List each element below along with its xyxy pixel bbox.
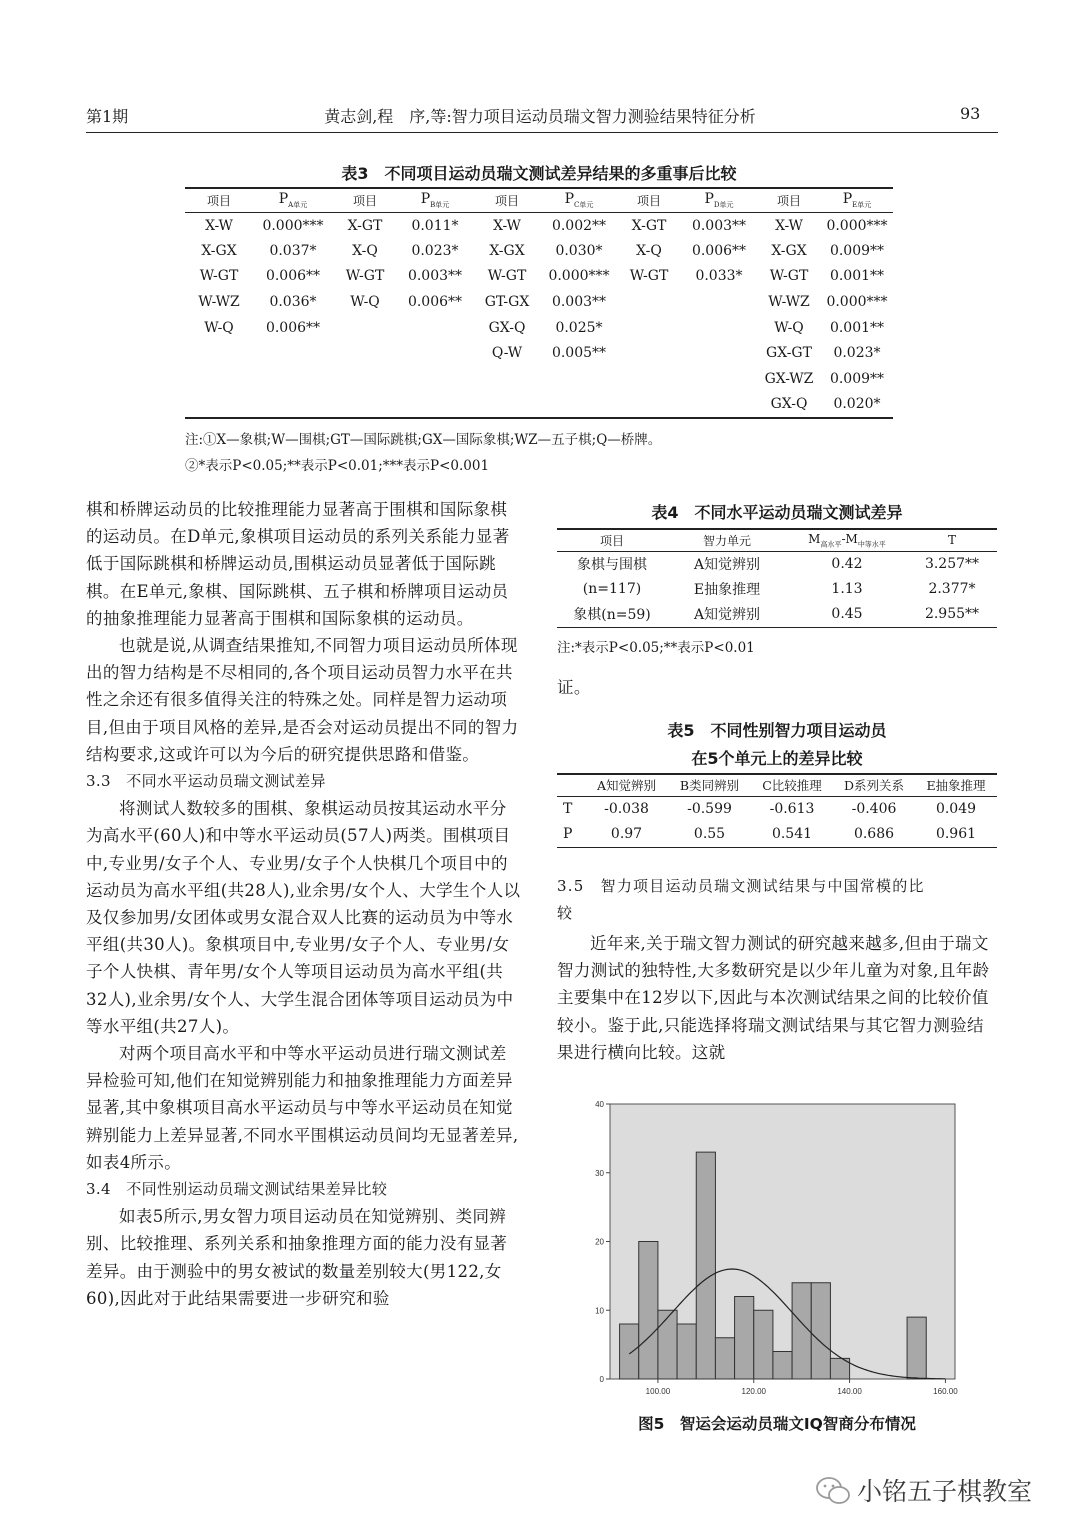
section-heading-3-5-line-2: 较	[557, 904, 573, 922]
table4	[557, 528, 997, 628]
section-heading-3-4: 3.4 不同性别运动员瑞文测试结果差异比较	[86, 1180, 388, 1199]
y-tick-label: 10	[595, 1306, 604, 1316]
table3-header-row	[185, 189, 893, 213]
table3-cell: W-GT	[629, 268, 669, 285]
table3-cell: W-Q	[350, 294, 380, 311]
table3-cell: X-W	[775, 217, 803, 234]
table3-cell: X-GX	[489, 242, 525, 259]
x-tick-label: 140.00	[837, 1387, 862, 1396]
table3-cell	[397, 392, 473, 418]
histogram-bar	[811, 1283, 830, 1379]
table3-row	[185, 340, 893, 366]
table3	[185, 187, 893, 419]
table4-cell: E抽象推理	[693, 582, 761, 598]
table3-cell	[185, 392, 253, 418]
table5-cell: T	[563, 801, 573, 818]
table3-cell: 0.000***	[826, 217, 888, 234]
table3-cell	[185, 366, 253, 392]
table3-cell: GX-GT	[766, 345, 812, 362]
table3-cell: GX-WZ	[764, 370, 814, 387]
paragraph: 将测试人数较多的围棋、象棋运动员按其运动水平分为高水平(60人)和中等水平运动员(57人)两类。围棋项目中,专业男/女子个人、专业男/女子个人快棋几个项目中的运动员为高水平组(共28人),业余男/女个人、大学生个人以及仅参加男/女团体或男女混合双人比赛的运动员为中等水平组(共30人)。象棋项目中,专业男/女子个人、专业男/女子个人快棋、青年男/女个人等项目运动员为高水平组(共32人),业余男/女个人、大学生混合团体等项目运动员为中等水平组(共27人)。	[86, 799, 521, 1036]
table3-cell	[333, 392, 397, 418]
table5-cell: 0.541	[771, 826, 813, 842]
table3-cell: 0.005**	[551, 345, 607, 362]
running-title: 黄志剑,程 序,等:智力项目运动员瑞文智力测验结果特征分析	[324, 107, 756, 126]
table3-header: 项目	[636, 193, 661, 208]
table4-row	[557, 577, 997, 602]
table3-cell: GX-Q	[488, 319, 526, 336]
table3-cell: W-WZ	[768, 294, 810, 311]
figure5-caption: 图5 智运会运动员瑞文IQ智商分布情况	[638, 1415, 916, 1433]
table3-cell: 0.023*	[833, 345, 881, 362]
table3-cell	[253, 392, 333, 418]
histogram-bar	[754, 1310, 773, 1379]
table3-header: 项目	[352, 193, 377, 208]
table3-cell	[397, 315, 473, 341]
y-tick-label: 0	[599, 1375, 604, 1384]
continuation-text: 证。	[557, 678, 591, 697]
table5-title-line-2: 在5个单元上的差异比较	[691, 749, 863, 768]
table3-cell	[333, 315, 397, 341]
table3-cell	[473, 392, 541, 418]
table4-cell: 3.257**	[924, 556, 980, 573]
table4-row	[557, 602, 997, 627]
table3-row	[185, 213, 893, 239]
table3-title: 表3 不同项目运动员瑞文测试差异结果的多重事后比较	[341, 164, 737, 183]
table3-cell: Q-W	[491, 345, 523, 362]
table3-cell	[253, 340, 333, 366]
table4-cell: 2.377*	[928, 581, 976, 597]
table5-grid	[557, 775, 997, 847]
table5-header	[557, 775, 585, 797]
table3-cell	[473, 366, 541, 392]
table5-cell: 0.55	[693, 826, 726, 842]
table3-note-2: ②*表示P<0.05;**表示P<0.01;***表示P<0.001	[185, 458, 490, 474]
table3-cell: 0.036*	[269, 294, 317, 311]
table5-row	[557, 822, 997, 847]
table3-cell: 0.020*	[833, 396, 881, 413]
table5	[557, 773, 997, 848]
table3-cell: X-W	[205, 217, 233, 234]
table3-header: 项目	[206, 193, 231, 208]
table4-note: 注:*表示P<0.05;**表示P<0.01	[557, 640, 755, 656]
right-column	[557, 930, 997, 1066]
header-rule	[86, 132, 998, 133]
watermark-text: 小铭五子棋教室	[857, 1477, 1033, 1506]
table3-cell: X-GT	[631, 217, 667, 234]
table3-header: $P_{B单元}$	[420, 190, 450, 209]
x-tick-label: 160.00	[933, 1387, 958, 1396]
table4-cell: 0.42	[831, 556, 863, 573]
table3-cell: 0.006**	[265, 268, 321, 285]
table3-grid	[185, 189, 893, 418]
table3-row	[185, 392, 893, 418]
paragraph: 如表5所示,男女智力项目运动员在知觉辨别、类同辨别、比较推理、系列关系和抽象推理方面的能力没有显著差异。由于测验中的男女被试的数量差别较大(男122,女60),因此对于此结果需要进一步研究和验	[86, 1207, 508, 1308]
y-tick-label: 40	[595, 1100, 604, 1109]
table3-cell	[541, 392, 617, 418]
table3-cell: 0.033*	[695, 268, 743, 285]
histogram-bar	[620, 1324, 639, 1379]
table4-cell: 1.13	[831, 581, 863, 597]
table3-cell: GT-GX	[484, 294, 530, 311]
table3-cell: 0.000***	[262, 217, 324, 234]
table3-bottom-rule	[185, 417, 893, 419]
table4-header: 智力单元	[702, 533, 751, 548]
table5-cell: -0.406	[851, 801, 897, 818]
table3-cell: X-GT	[347, 217, 383, 234]
table5-title-line-1: 表5 不同性别智力项目运动员	[667, 721, 887, 740]
section-heading-3-3: 3.3 不同水平运动员瑞文测试差异	[86, 772, 326, 791]
table3-cell	[681, 289, 757, 315]
table3-cell: 0.011*	[411, 217, 459, 234]
table3-note-1: 注:①X—象棋;W—围棋;GT—国际跳棋;GX—国际象棋;WZ—五子棋;Q—桥牌。	[185, 432, 662, 448]
histogram-bar	[639, 1242, 658, 1380]
table3-cell: 0.001**	[829, 319, 885, 336]
table4-cell: 0.45	[831, 606, 863, 622]
left-column	[86, 496, 523, 1312]
table4-header: $M_{高水平}-M_{中等水平}$	[808, 531, 886, 548]
table3-cell: X-GX	[771, 242, 807, 259]
table3-cell: W-GT	[769, 268, 809, 285]
table3-cell: X-Q	[636, 242, 662, 259]
table3-cell: 0.030*	[555, 242, 603, 259]
table5-header: E抽象推理	[926, 778, 986, 794]
table3-cell: 0.003**	[691, 217, 747, 234]
table5-header: C比较推理	[762, 778, 822, 794]
table4-cell: 象棋(n=59)	[573, 607, 651, 623]
paragraph: 对两个项目高水平和中等水平运动员进行瑞文测试差异检验可知,他们在知觉辨别能力和抽象推理能力方面差异显著,其中象棋项目高水平运动员与中等水平运动员在知觉辨别能力上差异显著,不同水平围棋运动员间均无显著差异,如表4所示。	[86, 1044, 519, 1172]
table4-cell: A知觉辨别	[693, 607, 761, 623]
table3-row	[185, 264, 893, 290]
table5-bottom-rule	[557, 847, 997, 849]
paragraph: 棋和桥牌运动员的比较推理能力显著高于围棋和国际象棋的运动员。在D单元,象棋项目运动员的系列关系能力显著低于国际跳棋和桥牌运动员,围棋运动员显著低于国际跳棋。在E单元,象棋、国际跳棋、五子棋和桥牌项目运动员的抽象推理能力显著高于围棋和国际象棋的运动员。	[86, 500, 510, 628]
table5-header: D系列关系	[843, 778, 905, 794]
table4-header-row	[557, 530, 997, 552]
table4-title: 表4 不同水平运动员瑞文测试差异	[651, 503, 903, 522]
histogram-bar	[658, 1310, 677, 1379]
table5-header: A知觉辨别	[596, 778, 657, 794]
table3-cell: X-Q	[352, 242, 378, 259]
table4-header: T	[947, 533, 956, 548]
table4-cell: (n=117)	[582, 581, 642, 597]
table3-cell	[617, 392, 681, 418]
table3-cell	[681, 340, 757, 366]
table3-cell: W-GT	[345, 268, 385, 285]
figure5	[580, 1094, 970, 1408]
table3-cell: W-Q	[204, 319, 234, 336]
table3-cell	[617, 315, 681, 341]
table5-header-row	[557, 775, 997, 797]
table3-cell: 0.006**	[265, 319, 321, 336]
table3-cell: X-W	[493, 217, 521, 234]
table3-cell: 0.003**	[407, 268, 463, 285]
x-tick-label: 120.00	[741, 1387, 766, 1396]
table3-header: 项目	[494, 193, 519, 208]
table3-cell	[681, 366, 757, 392]
table3-cell: 0.001**	[829, 268, 885, 285]
table3-cell: GX-Q	[770, 396, 808, 413]
table3-cell: X-GX	[201, 242, 237, 259]
histogram-bar	[773, 1352, 792, 1380]
table4-row	[557, 552, 997, 577]
histogram-bar	[715, 1338, 734, 1379]
table3-cell: 0.009**	[829, 370, 885, 387]
x-tick-label: 100.00	[645, 1387, 671, 1396]
table3-row	[185, 289, 893, 315]
page-number: 93	[960, 104, 981, 123]
table3-cell: 0.006**	[691, 242, 747, 259]
table3-cell	[185, 340, 253, 366]
table3-row	[185, 315, 893, 341]
paragraph: 近年来,关于瑞文智力测试的研究越来越多,但由于瑞文智力测试的独特性,大多数研究是以少年儿童为对象,且年龄主要集中在12岁以下,因此与本次测试结果之间的比较价值较小。鉴于此,只能选择将瑞文测试结果与其它智力测验结果进行横向比较。这就	[557, 934, 990, 1062]
table3-cell: 0.006**	[407, 294, 463, 311]
y-tick-label: 20	[595, 1237, 604, 1247]
table3-cell: 0.023*	[411, 242, 459, 259]
table4-grid	[557, 530, 997, 627]
histogram-chart	[580, 1094, 970, 1404]
histogram-bar	[907, 1317, 926, 1379]
table3-cell: 0.003**	[551, 294, 607, 311]
table3-cell	[541, 366, 617, 392]
table3-cell: 0.000***	[826, 294, 888, 311]
section-heading-3-5-line-1: 3.5 智力项目运动员瑞文测试结果与中国常模的比	[557, 877, 925, 895]
table3-header: $P_{C单元}$	[564, 190, 594, 209]
table3-header: $P_{A单元}$	[278, 190, 308, 209]
y-tick-label: 30	[595, 1168, 604, 1178]
table5-cell: P	[563, 826, 573, 842]
table3-cell: 0.009**	[829, 242, 885, 259]
table4-bottom-rule	[557, 627, 997, 629]
table3-cell: 0.000***	[548, 268, 610, 285]
table3-header: 项目	[776, 193, 801, 208]
histogram-bar	[792, 1283, 811, 1379]
table3-cell	[617, 289, 681, 315]
table3-cell: W-GT	[199, 268, 239, 285]
table3-header: $P_{D单元}$	[704, 190, 734, 209]
table3-row	[185, 238, 893, 264]
table3-cell	[397, 366, 473, 392]
histogram-bar	[677, 1324, 696, 1379]
table5-cell: -0.599	[687, 801, 732, 818]
table3-cell	[681, 392, 757, 418]
table3-cell: 0.025*	[555, 319, 603, 336]
table4-cell: 2.955**	[924, 606, 980, 622]
histogram-bar	[696, 1152, 715, 1379]
table3-row	[185, 366, 893, 392]
table3-cell	[617, 366, 681, 392]
table4-cell: 象棋与围棋	[577, 557, 647, 574]
table3-cell: 0.037*	[269, 242, 317, 259]
table3-cell	[681, 315, 757, 341]
table5-cell: 0.97	[610, 826, 643, 842]
table4-header: 项目	[599, 533, 624, 548]
watermark	[815, 1472, 1055, 1508]
table3-cell	[253, 366, 333, 392]
paragraph: 也就是说,从调查结果推知,不同智力项目运动员所体现出的智力结构是不尽相同的,各个项目运动员智力水平在共性之余还有很多值得关注的特殊之处。同样是智力运动项目,但由于项目风格的差异,是否会对运动员提出不同的智力结构要求,这或许可以为今后的研究提供思路和借鉴。	[86, 636, 519, 764]
table5-cell: 0.961	[935, 826, 977, 842]
table3-cell	[617, 340, 681, 366]
table3-cell: W-GT	[487, 268, 527, 285]
table3-cell	[397, 340, 473, 366]
issue-label: 第1期	[86, 107, 129, 126]
table5-row	[557, 797, 997, 822]
table3-cell	[333, 340, 397, 366]
table3-cell: W-Q	[774, 319, 804, 336]
table5-cell: -0.613	[769, 801, 815, 818]
table3-header: $P_{E单元}$	[842, 190, 872, 209]
table5-cell: -0.038	[604, 801, 649, 818]
table5-cell: 0.686	[853, 826, 895, 842]
table4-cell: A知觉辨别	[693, 557, 761, 574]
table3-cell: 0.002**	[551, 217, 607, 234]
table5-cell: 0.049	[935, 801, 977, 818]
histogram-bar	[735, 1297, 754, 1380]
table3-cell: W-WZ	[198, 294, 240, 311]
table3-cell	[333, 366, 397, 392]
wechat-icon	[815, 1476, 851, 1506]
table5-header: B类同辨别	[679, 778, 740, 794]
